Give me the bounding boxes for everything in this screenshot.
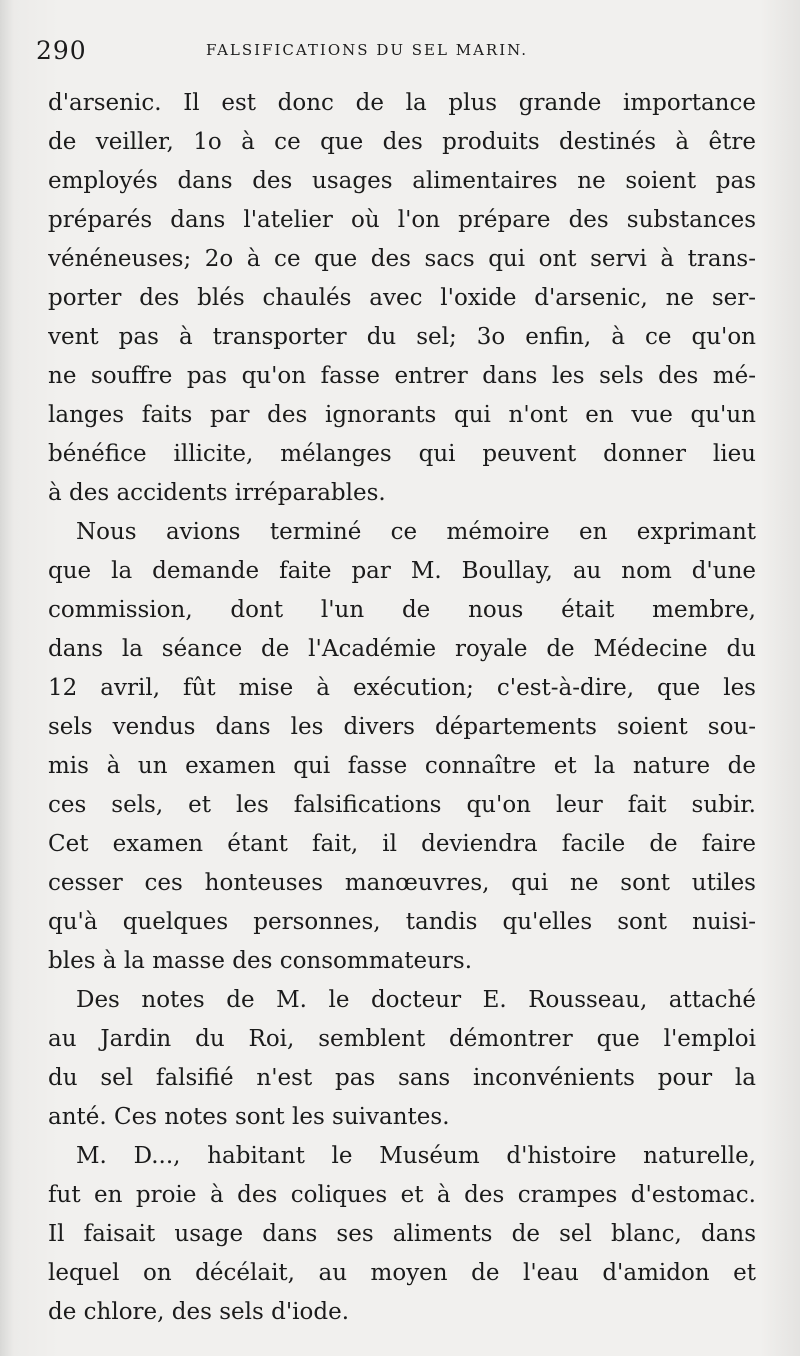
text-line: Des notes de M. le docteur E. Rousseau, attaché	[76, 987, 756, 1013]
text-line: Cet examen étant fait, il deviendra facile de faire	[48, 831, 756, 857]
text-line: M. D..., habitant le Muséum d'histoire naturelle,	[76, 1143, 756, 1169]
page-header	[36, 36, 736, 76]
text-line: Il faisait usage dans ses aliments de sel blanc, dans	[48, 1221, 756, 1247]
text-line: cesser ces honteuses manœuvres, qui ne sont utiles	[48, 870, 756, 896]
text-line: ne souffre pas qu'on fasse entrer dans les sels des mé-	[48, 363, 756, 389]
text-line: porter des blés chaulés avec l'oxide d'arsenic, ne ser-	[48, 285, 756, 311]
text-line: à des accidents irréparables.	[48, 480, 386, 506]
text-line: anté. Ces notes sont les suivantes.	[48, 1104, 450, 1130]
text-line: vent pas à transporter du sel; 3o enfin, à ce qu'on	[48, 324, 756, 350]
text-line: employés dans des usages alimentaires ne soient pas	[48, 168, 756, 194]
text-line: langes faits par des ignorants qui n'ont en vue qu'un	[48, 402, 756, 428]
page-number: 290	[36, 36, 87, 65]
text-line: Nous avions terminé ce mémoire en exprimant	[76, 519, 756, 545]
text-line: d'arsenic. Il est donc de la plus grande importance	[48, 90, 756, 116]
text-line: vénéneuses; 2o à ce que des sacs qui ont servi à trans-	[48, 246, 756, 272]
text-line: bénéfice illicite, mélanges qui peuvent donner lieu	[48, 441, 756, 467]
body-text	[48, 84, 756, 1332]
running-title: FALSIFICATIONS DU SEL MARIN.	[206, 41, 529, 59]
text-line: du sel falsifié n'est pas sans inconvénients pour la	[48, 1065, 756, 1091]
text-line: ces sels, et les falsifications qu'on leur fait subir.	[48, 792, 756, 818]
text-line: mis à un examen qui fasse connaître et la nature de	[48, 753, 756, 779]
text-line: de veiller, 1o à ce que des produits destinés à être	[48, 129, 756, 155]
text-line: commission, dont l'un de nous était membre,	[48, 597, 756, 623]
text-line: 12 avril, fût mise à exécution; c'est-à-dire, que les	[48, 675, 756, 701]
text-line: bles à la masse des consommateurs.	[48, 948, 473, 974]
text-line: lequel on décélait, au moyen de l'eau d'amidon et	[48, 1260, 756, 1286]
text-line: sels vendus dans les divers départements soient sou-	[48, 714, 756, 740]
text-line: au Jardin du Roi, semblent démontrer que l'emploi	[48, 1026, 756, 1052]
text-line: que la demande faite par M. Boullay, au nom d'une	[48, 558, 756, 584]
text-line: qu'à quelques personnes, tandis qu'elles sont nuisi-	[48, 909, 756, 935]
text-line: dans la séance de l'Académie royale de Médecine du	[48, 636, 756, 662]
text-line: de chlore, des sels d'iode.	[48, 1299, 349, 1325]
text-line: préparés dans l'atelier où l'on prépare des substances	[48, 207, 756, 233]
text-line: fut en proie à des coliques et à des crampes d'estomac.	[48, 1182, 756, 1208]
